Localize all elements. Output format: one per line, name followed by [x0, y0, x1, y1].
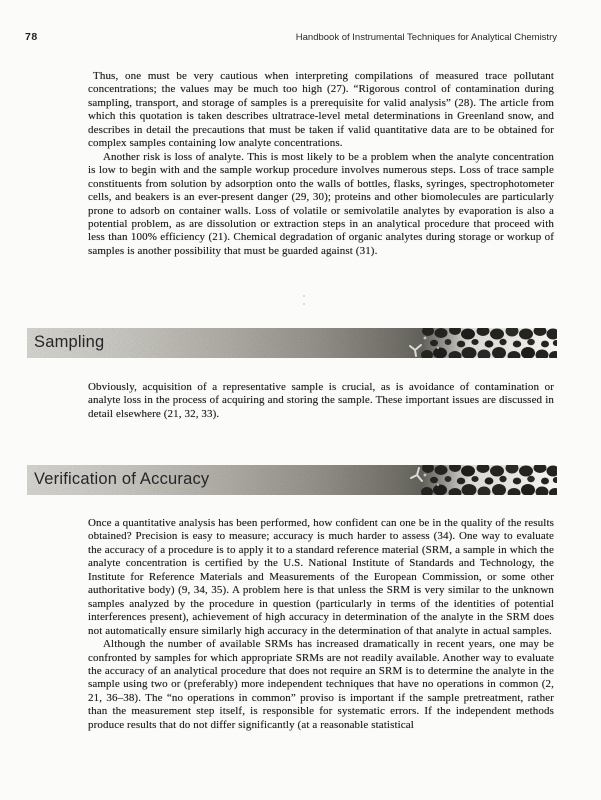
body-text-block-2: [88, 381, 554, 421]
running-header-title: Handbook of Instrumental Techniques for Analytical Chemistry: [295, 32, 557, 43]
section-banner-verification-of-accuracy: [27, 465, 557, 495]
scan-artifact: [303, 295, 305, 307]
body-text-block-1: [88, 70, 554, 258]
banner-gradient-art: [27, 328, 557, 358]
section-title: Verification of Accuracy: [34, 470, 210, 488]
section-banner-sampling: [27, 328, 557, 358]
body-paragraph: Another risk is loss of analyte. This is most likely to be a problem when the analyte concentration is low to begin with and the sample workup procedure involves numerous steps. Loss of trace sample constituents from solution by adsorption onto the walls of bottles, flasks, syringes, spectrophotometer cells, and beakers is an ever-present danger (29, 30); proteins and other biomolecules are particularly prone to adsorb on container walls. Loss of volatile or semivolatile analytes by evaporation is also a potential problem, as are dissolution or extraction steps in an analytical procedure that proceed with less than 100% efficiency (21). Chemical degradation of organic analytes during storage or workup of samples is another possibility that must be guarded against (31).: [88, 150, 554, 257]
body-paragraph: Obviously, acquisition of a representative sample is crucial, as is avoidance of contamination or analyte loss in the process of acquiring and storing the sample. These important issues are discussed in detail elsewhere (21, 32, 33).: [88, 381, 554, 420]
body-paragraph: Although the number of available SRMs has increased dramatically in recent years, one may be confronted by samples for which appropriate SRMs are not readily available. Another way to evaluate the accuracy of an analytical procedure that does not require an SRM is to determine the analyte in the sample using two or (preferably) more independent techniques that have no operations in common (2, 21, 36–38). The “no operations in common” proviso is important if the sample pretreatment, rather than the measurement step itself, is responsible for systematic errors. If the independent methods produce results that do not differ significantly (at a reasonable statistical: [88, 638, 554, 731]
page-number: 78: [25, 31, 38, 43]
body-text-block-3: [88, 517, 554, 732]
body-paragraph: Once a quantitative analysis has been performed, how confident can one be in the quality of the results obtained? Precision is easy to measure; accuracy is much harder to assess (34). One way to evaluate the accuracy of a procedure is to apply it to a standard reference material (SRM, a sample in which the analyte concentration is certified by the U.S. National Institute of Standards and Technology, the Institute for Reference Materials and Measurements of the European Commission, or some other authoritative body) (9, 34, 35). A problem here is that unless the SRM is very similar to the unknown samples analyzed by the procedure in question (particularly in terms of the identities of potential interferences present), achievement of high accuracy in determination of the analyte in the SRM does not automatically ensure similarly high accuracy in the determination of that analyte in actual samples.: [88, 517, 554, 637]
section-title: Sampling: [34, 333, 105, 351]
body-paragraph: Thus, one must be very cautious when interpreting compilations of measured trace pollutant concentrations; the values may be much too high (27). “Rigorous control of contamination during sampling, transport, and storage of samples is a prerequisite for valid analysis” (28). The article from which this quotation is taken describes ultratrace-level metal determinations in Greenland snow, and describes in detail the precautions that must be taken if valid quantitative data are to be obtained for complex samples containing low analyte concentrations.: [88, 70, 554, 150]
